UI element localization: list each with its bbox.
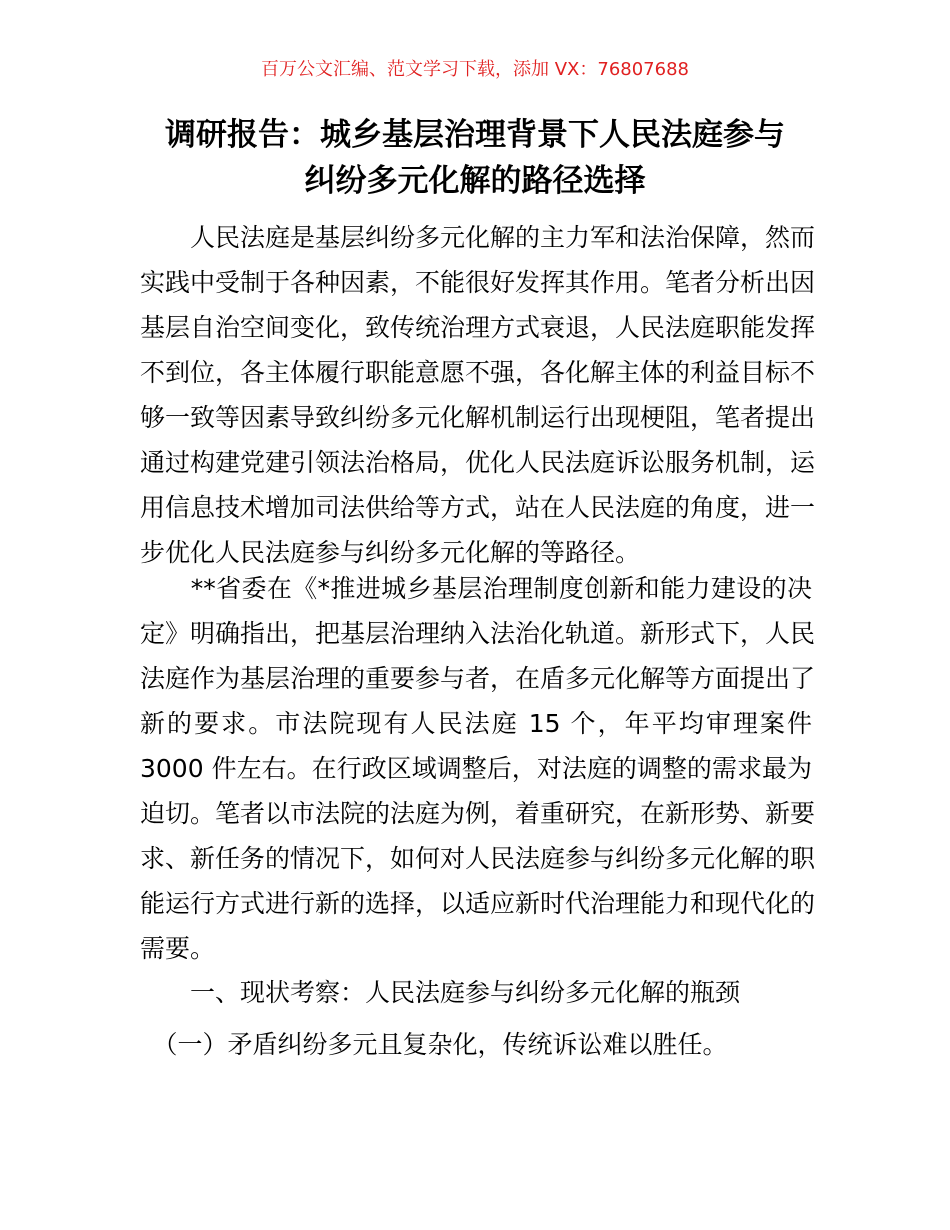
text-line: 够一致等因素导致纠纷多元化解机制运行出现梗阻，笔者提出 (140, 403, 816, 432)
text-line: 基层自治空间变化，致传统治理方式衰退，人民法庭职能发挥 (140, 313, 816, 342)
text-line: 用信息技术增加司法供给等方式，站在人民法庭的角度，进一 (140, 493, 816, 522)
watermark-header: 百万公文汇编、范文学习下载，添加 VX：76807688 (261, 59, 689, 80)
text-line: 能运行方式进行新的选择，以适应新时代治理能力和现代化的 (140, 889, 816, 918)
text-line: 实践中受制于各种因素，不能很好发挥其作用。笔者分析出因 (140, 268, 816, 297)
document-title (0, 112, 950, 204)
text-line: 定》明确指出，把基层治理纳入法治化轨道。新形式下，人民 (140, 619, 816, 648)
text-line: 3000 件左右。在行政区域调整后，对法庭的调整的需求最为 (140, 754, 812, 783)
text-line: 通过构建党建引领法治格局，优化人民法庭诉讼服务机制，运 (140, 448, 816, 477)
text-line: 迫切。笔者以市法院的法庭为例，着重研究，在新形势、新要 (140, 799, 816, 828)
title-line-1: 调研报告：城乡基层治理背景下人民法庭参与 (165, 117, 785, 153)
text-line: 人民法庭是基层纠纷多元化解的主力军和法治保障，然而 (140, 223, 816, 252)
section-heading-1: 一、现状考察：人民法庭参与纠纷多元化解的瓶颈 (140, 978, 741, 1007)
text-line: 新的要求。市法院现有人民法庭 15 个，年平均审理案件 (140, 709, 812, 738)
text-line: 需要。 (140, 934, 216, 963)
paragraph-introduction (140, 566, 816, 971)
text-line: 求、新任务的情况下，如何对人民法庭参与纠纷多元化解的职 (140, 844, 816, 873)
title-line-2: 纠纷多元化解的路径选择 (304, 163, 646, 199)
paragraph-abstract (140, 215, 816, 575)
text-line: **省委在《*推进城乡基层治理制度创新和能力建设的决 (140, 574, 812, 603)
text-line: 不到位，各主体履行职能意愿不强，各化解主体的利益目标不 (140, 358, 816, 387)
subsection-heading-1: （一）矛盾纠纷多元且复杂化，传统诉讼难以胜任。 (140, 1030, 728, 1059)
text-line: 步优化人民法庭参与纠纷多元化解的等路径。 (140, 538, 641, 567)
text-line: 法庭作为基层治理的重要参与者，在盾多元化解等方面提出了 (140, 664, 816, 693)
